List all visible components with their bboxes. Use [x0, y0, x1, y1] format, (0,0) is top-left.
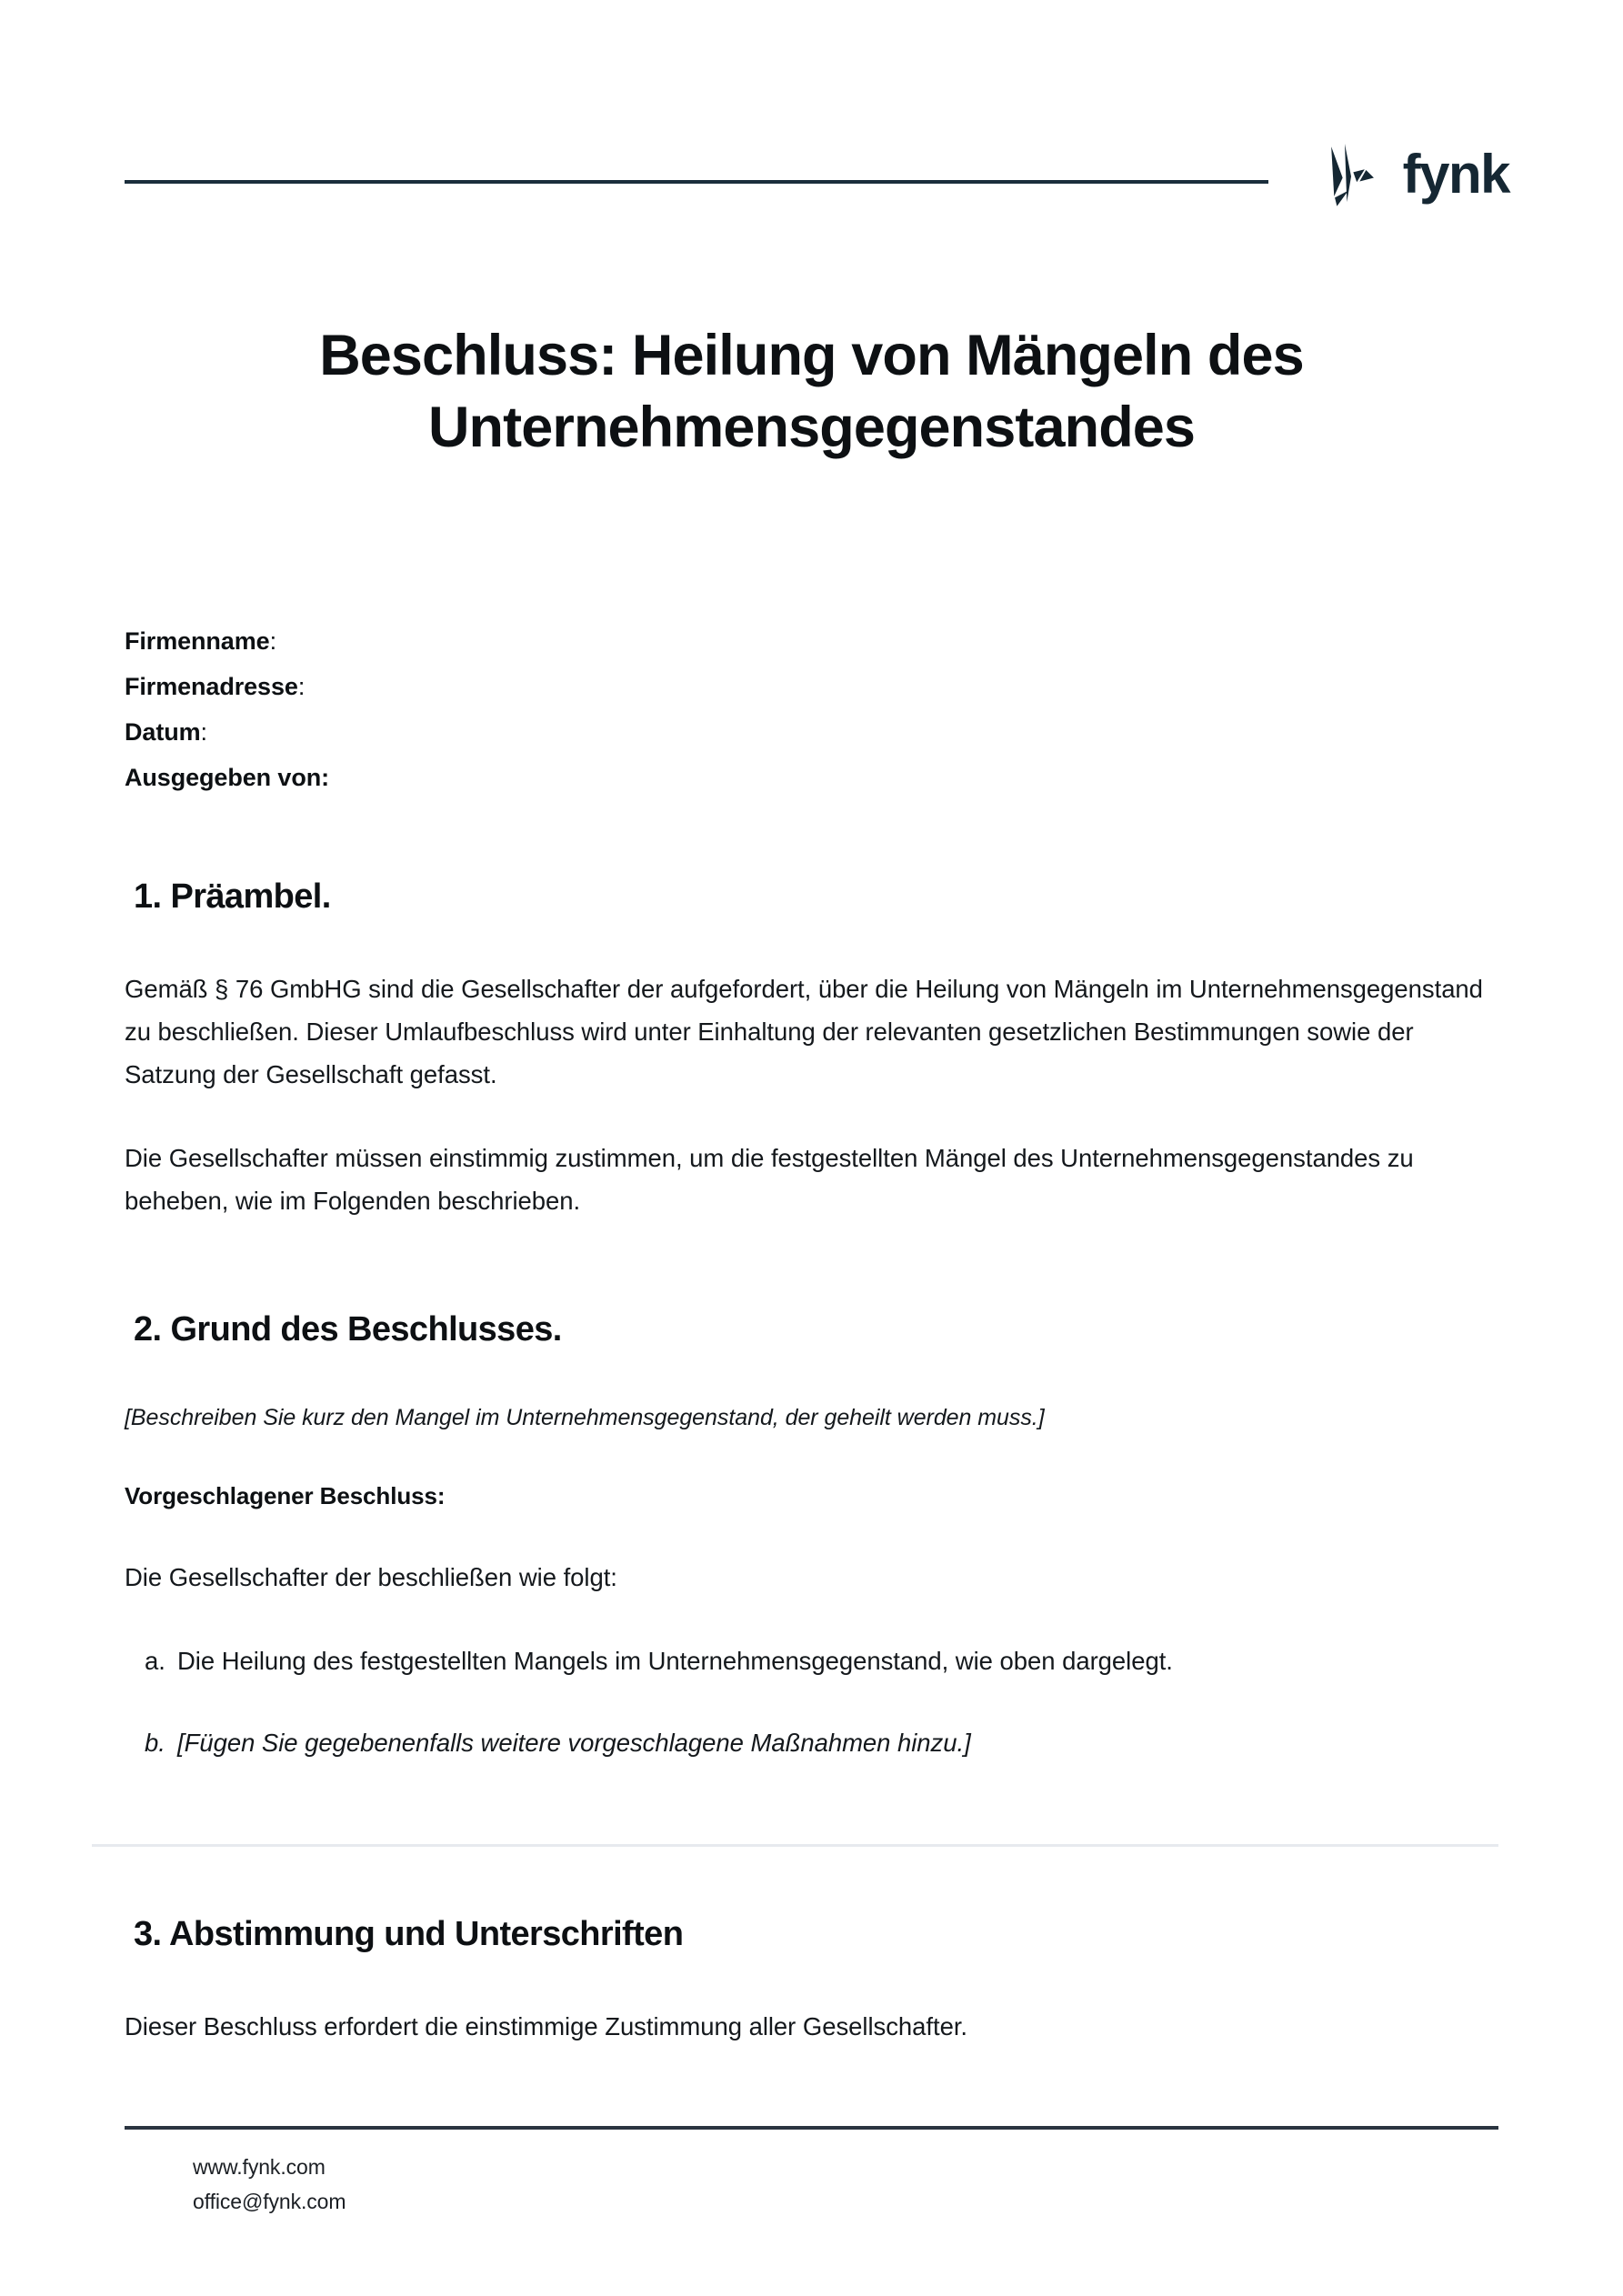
meta-colon-firmenname: : — [269, 627, 276, 655]
spacer-section-1-paragraphs — [125, 1096, 1498, 1137]
section-1-paragraph-1: Gemäß § 76 GmbHG sind die Gesellschafter der aufgefordert, über die Heilung von Mängeln im Unternehmensgegenstand zu beschließen. Dieser Umlaufbeschluss wird unter Einhaltung der relevanten gesetzlichen Bestimmungen sowie der Satzung der Gesellschaft gefasst. — [125, 974, 1483, 1088]
meta-row-firmenname — [125, 618, 1498, 664]
meta-colon-firmenadresse: : — [297, 673, 306, 700]
list-item-marker: a. — [145, 1647, 165, 1676]
page-footer — [125, 2126, 1498, 2219]
meta-row-datum — [125, 709, 1498, 755]
document-meta-block — [125, 618, 1498, 800]
spacer-section-2-b — [125, 1515, 1498, 1556]
spacer-after-heading-3 — [125, 1956, 1498, 2005]
page-title: Beschluss: Heilung von Mängeln des Unternehmensgegenstandes — [319, 324, 1304, 460]
section-3-paragraph-1: Dieser Beschluss erfordert die einstimmige Zustimmung aller Gesellschafter. — [125, 2011, 968, 2040]
list-item-text: Die Heilung des festgestellten Mangels im Unternehmensgegenstand, wie oben dargelegt. — [177, 1647, 1173, 1676]
fynk-origami-bird-icon — [1316, 141, 1387, 212]
meta-row-firmenadresse — [125, 664, 1498, 709]
spacer-after-heading-2 — [125, 1350, 1498, 1399]
list-item-marker: b. — [145, 1729, 165, 1758]
meta-label-firmenname: Firmenname — [125, 627, 270, 655]
footer-email[interactable]: office@fynk.com — [193, 2190, 346, 2213]
proposal-resolution-list — [125, 1639, 1498, 1764]
footer-website[interactable]: www.fynk.com — [193, 2155, 326, 2179]
document-body — [125, 618, 1498, 2048]
spacer-after-heading-1 — [125, 918, 1498, 968]
section-heading-3: 3. Abstimmung und Unterschriften — [134, 1915, 684, 1954]
list-item-text: [Fügen Sie gegebenenfalls weitere vorgeschlagene Maßnahmen hinzu.] — [177, 1729, 971, 1758]
section-2-placeholder-text: [Beschreiben Sie kurz den Mangel im Unternehmensgegenstand, der geheilt werden muss.] — [125, 1405, 1045, 1431]
brand-logo — [1316, 141, 1509, 212]
spacer-before-section-1 — [125, 800, 1498, 877]
meta-row-ausgegeben-von — [125, 755, 1498, 800]
footer-contact-block — [125, 2130, 1498, 2219]
brand-wordmark: fynk — [1402, 144, 1509, 205]
list-item — [125, 1639, 1498, 1682]
list-item — [125, 1721, 1498, 1764]
meta-colon-datum: : — [200, 718, 207, 746]
spacer-before-section-2 — [125, 1222, 1498, 1309]
spacer-section-2-a — [125, 1436, 1498, 1477]
page-header — [0, 0, 1623, 236]
meta-label-datum: Datum — [125, 718, 201, 746]
section-heading-1: 1. Präambel. — [134, 877, 331, 916]
header-divider-rule — [125, 180, 1268, 184]
section-2-intro: Die Gesellschafter der beschließen wie folgt: — [125, 1563, 617, 1592]
section-1-paragraph-2: Die Gesellschafter müssen einstimmig zustimmen, um die festgestellten Mängel des Unternehmensgegenstandes zu beheben, wie im Folgenden beschrieben. — [125, 1143, 1414, 1215]
spacer-before-section-3 — [125, 1847, 1498, 1914]
spacer-section-2-c — [125, 1599, 1498, 1639]
section-heading-2: 2. Grund des Beschlusses. — [134, 1309, 562, 1349]
meta-label-firmenadresse: Firmenadresse — [125, 673, 298, 700]
meta-label-ausgegeben-von: Ausgegeben von: — [125, 764, 330, 791]
section-2-proposal-label: Vorgeschlagener Beschluss: — [125, 1482, 446, 1510]
